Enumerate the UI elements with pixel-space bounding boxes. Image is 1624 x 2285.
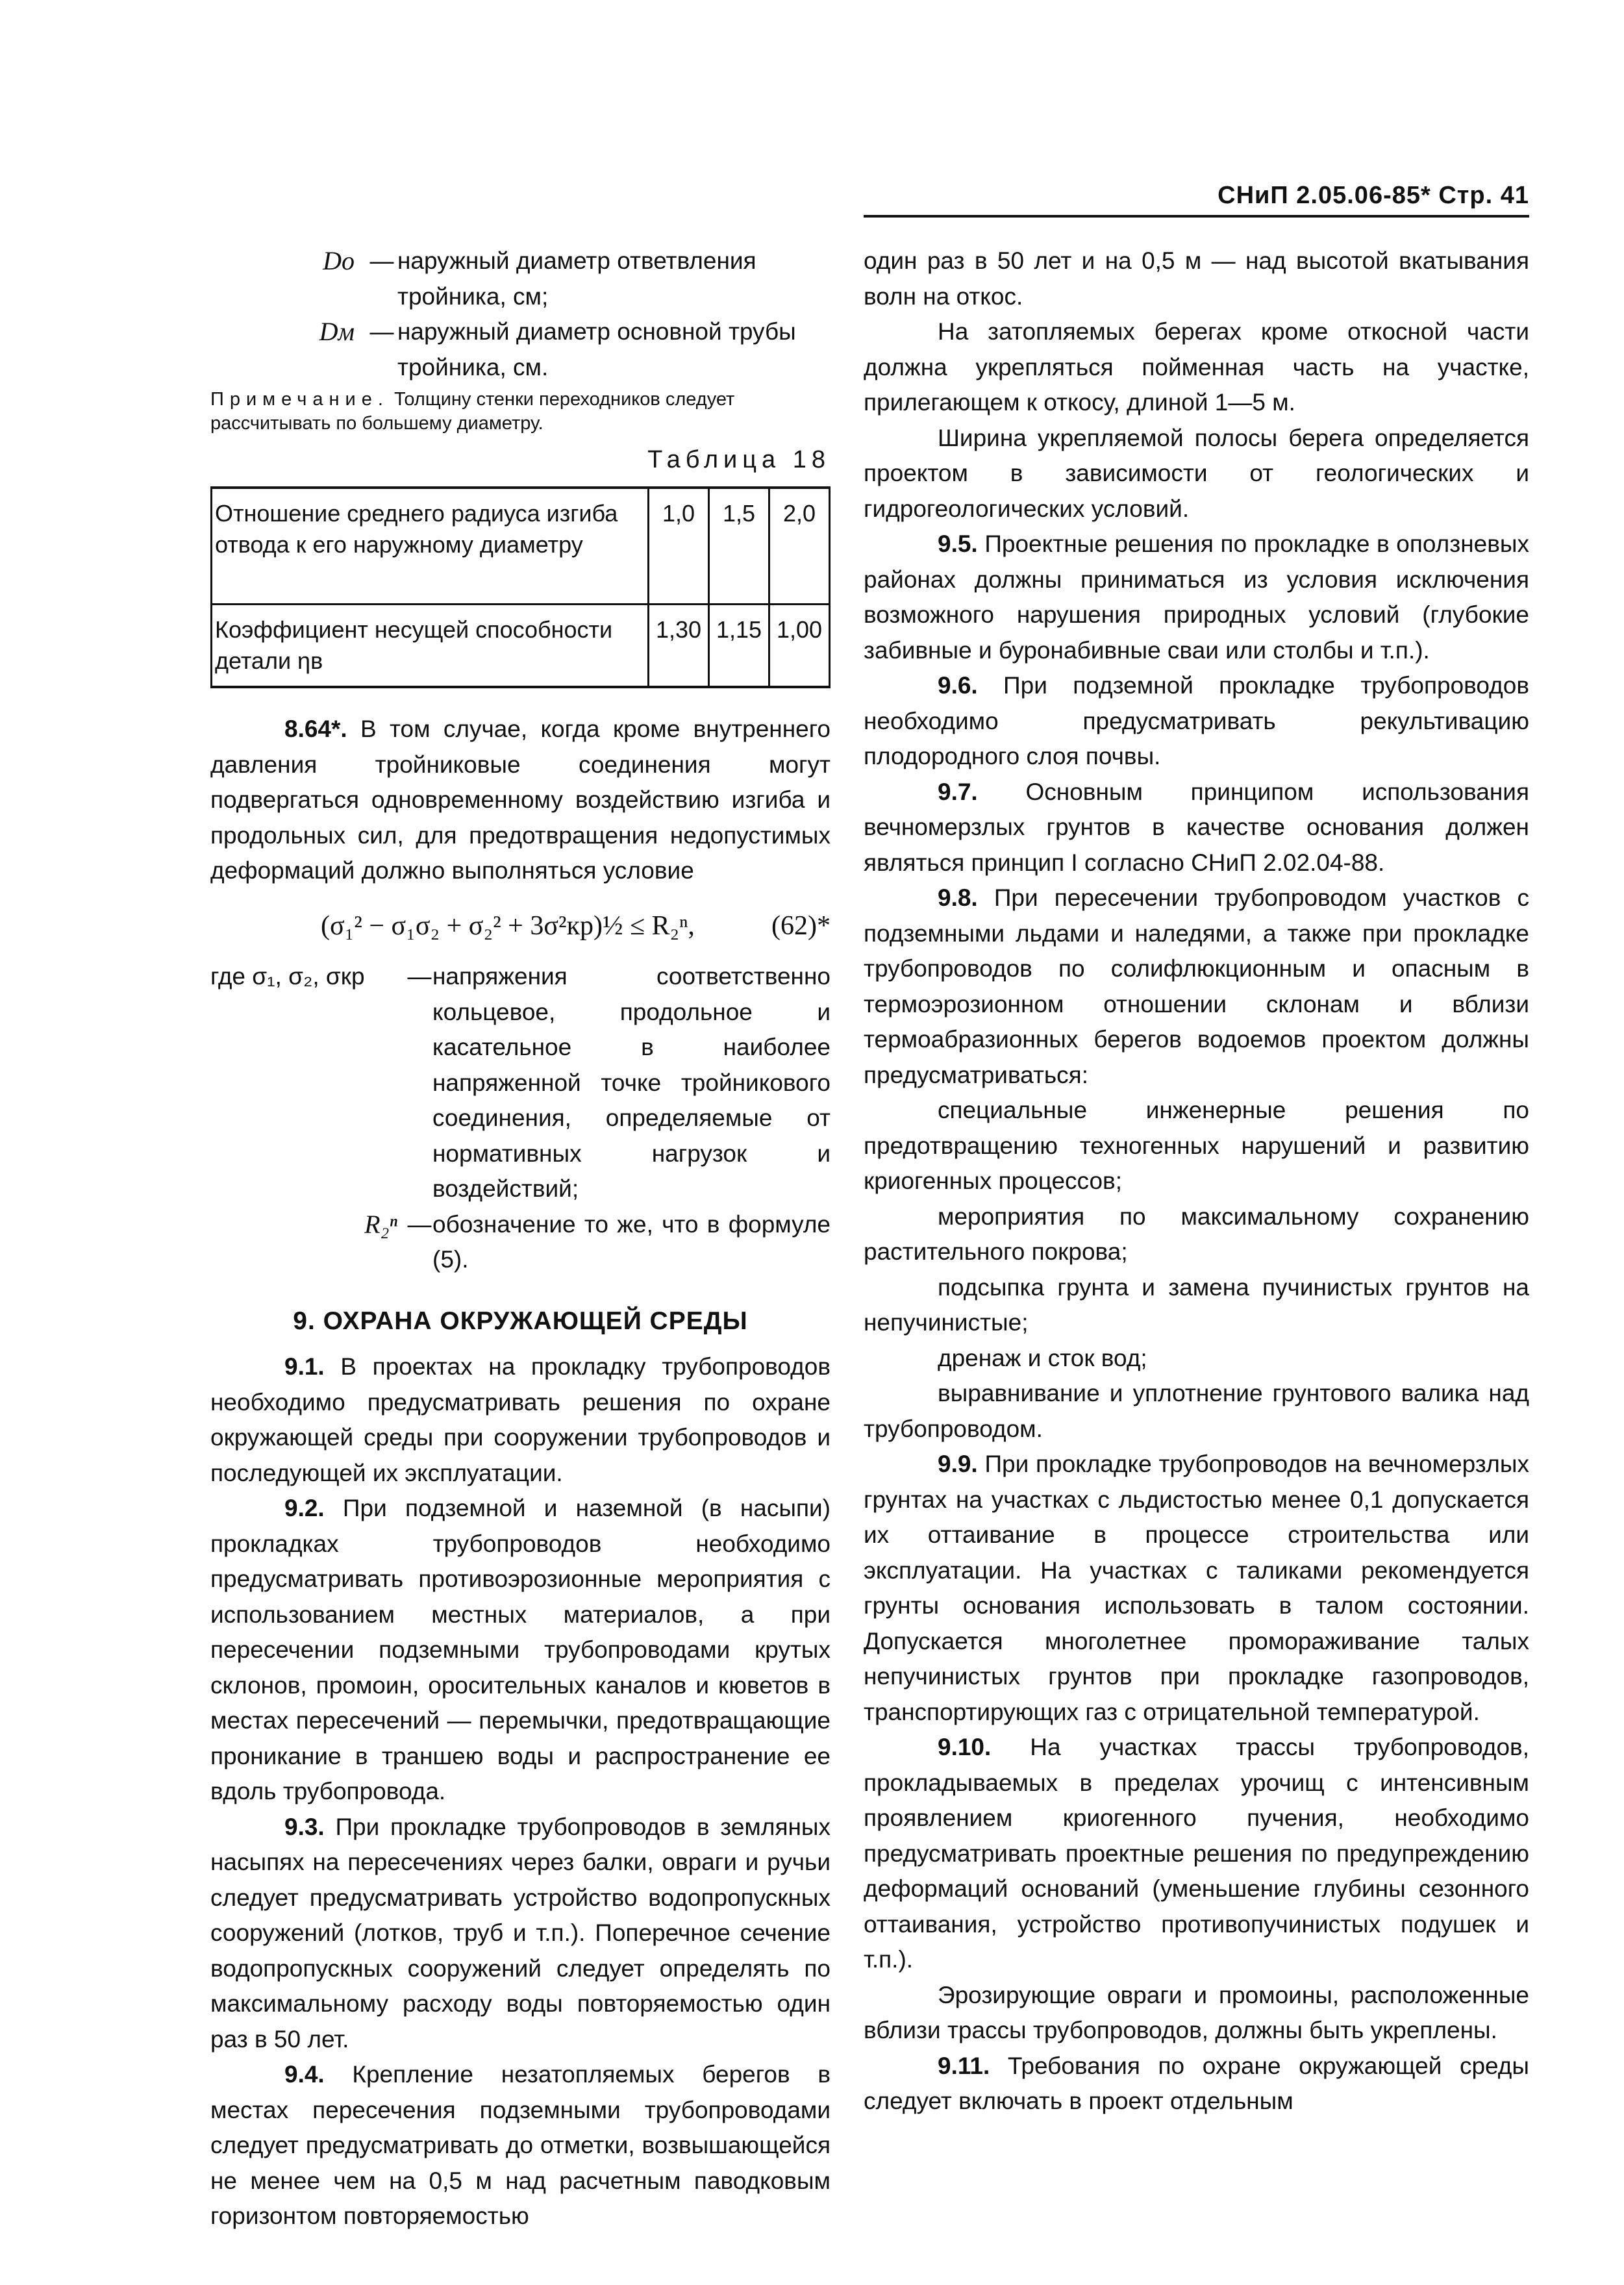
table-cell: 1,5: [709, 488, 769, 605]
formula-number: (62)*: [771, 910, 831, 941]
where-symbol-r2: R₂ⁿ: [364, 1209, 397, 1239]
def-dash: —: [369, 247, 394, 274]
paragraph-9-10: [864, 1730, 1529, 1978]
where-dash: —: [407, 963, 432, 990]
paragraph-text: В проектах на прокладку трубопроводов необходимо предусматривать решения по охране окружающей среды при сооружении трубопроводов и последующей их эксплуатации.: [210, 1353, 831, 1486]
paragraph-9-2: [210, 1491, 831, 1810]
list-item: выравнивание и уплотнение грунтового валика над трубопроводом.: [864, 1380, 1529, 1442]
paragraph-9-1: [210, 1349, 831, 1491]
paragraph-text: На участках трассы трубопроводов, прокладываемых в пределах урочищ с интенсивным проявлением криогенного пучения, необходимо предусматривать проектные решения по предупреждению деформаций оснований (уменьшение глубины сезонного оттаивания, устройство противопучинистых подушек и т.п.).: [864, 1734, 1529, 1973]
list-item: дренаж и сток вод;: [938, 1344, 1147, 1371]
table-cell-label: Коэффициент несущей способности детали ηв: [212, 605, 649, 688]
clause-number: 9.1.: [284, 1353, 325, 1380]
left-column: [210, 243, 831, 2234]
paragraph-9-9: [864, 1447, 1529, 1730]
paragraph-text: При прокладке трубопроводов в земляных насыпях на пересечениях через балки, овраги и ручьи следует предусматривать устройство водопропускных сооружений (лотков, труб и т.п.). Поперечное сечение водопропускных сооружений следует определять по максимальному расходу воды повторяемостью один раз в 50 лет.: [210, 1813, 831, 2053]
paragraph-text: При подземной и наземной (в насыпи) прокладках трубопроводов необходимо предусматривать противоэрозионные мероприятия с использованием местных материалов, а при пересечении подземными трубопроводами крутых склонов, промоин, оросительных каналов и кюветов в местах пересечений — перемычки, предотвращающие проникание в траншею воды и распространение ее вдоль трубопровода.: [210, 1495, 831, 1804]
paragraph-continuation: один раз в 50 лет и на 0,5 м — над высотой вкатывания волн на откос.: [864, 247, 1529, 310]
paragraph-text: Требования по охране окружающей среды следует включать в проект отдельным: [864, 2052, 1529, 2114]
paragraph-8-64: [210, 712, 831, 889]
where-desc: обозначение то же, что в формуле (5).: [432, 1210, 831, 1273]
paragraph-text: Крепление незатопляемых берегов в местах пересечения подземными трубопроводами следует предусматривать до отметки, возвышающейся не менее чем на 0,5 м над расчетным паводковым горизонтом повторяемостью: [210, 2061, 831, 2229]
where-list: [210, 959, 831, 1278]
right-column: [864, 243, 1529, 2119]
table-cell: 1,0: [649, 488, 709, 605]
clause-number: 9.2.: [284, 1495, 325, 1521]
note-text: Толщину стенки переходников следует рассчитывать по большему диаметру.: [210, 389, 735, 434]
section-title: 9. ОХРАНА ОКРУЖАЮЩЕЙ СРЕДЫ: [293, 1306, 748, 1335]
paragraph-text: При пересечении трубопроводом участков с подземными льдами и наледями, а также при прокладке трубопроводов по солифлюкционным и опасным в термоэрозионном отношении склонам и вблизи термоабразионных берегов водоемов проектом должны предусматриваться:: [864, 884, 1529, 1088]
table-cell: 2,0: [769, 488, 830, 605]
formula-62: [210, 908, 831, 944]
paragraph-text: Основным принципом использования вечномерзлых грунтов в качестве основания должен являться принцип I согласно СНиП 2.02.04-88.: [864, 778, 1530, 876]
page-header: СНиП 2.05.06-85* Стр. 41: [1218, 182, 1529, 209]
paragraph-9-4: [210, 2057, 831, 2234]
clause-number: 9.3.: [284, 1813, 325, 1840]
note-label: Примечание.: [210, 389, 389, 410]
clause-number: 9.8.: [938, 884, 978, 911]
clause-number: 9.9.: [938, 1451, 978, 1477]
list-item: специальные инженерные решения по предотвращению техногенных нарушений и развитию криогенных процессов;: [864, 1097, 1529, 1194]
paragraph-text: При прокладке трубопроводов на вечномерзлых грунтах на участках с льдистостью менее 0,1 допускается их оттаивание в процессе строительства или эксплуатации. На участках с таликами рекомендуется грунты основания использовать в талом состоянии. Допускается многолетнее промораживание талых непучинистых грунтов при прокладке газопроводов, транспортирующих газ с отрицательной температурой.: [864, 1451, 1529, 1725]
paragraph-text: В том случае, когда кроме внутреннего давления тройниковые соединения могут подвергаться одновременному воздействию изгиба и продольных сил, для предотвращения недопустимых деформаций должно выполняться условие: [210, 716, 831, 884]
def-desc-dm: наружный диаметр основной трубы тройника, см.: [397, 318, 796, 381]
clause-number: 9.6.: [938, 672, 978, 699]
paragraph-9-8: [864, 880, 1529, 1093]
where-dash: —: [407, 1210, 432, 1238]
definition-list: [210, 243, 831, 385]
paragraph-strip-width: Ширина укрепляемой полосы берега определяется проектом в зависимости от геологических и гидрогеологических условий.: [864, 424, 1529, 522]
clause-number: 9.10.: [938, 1734, 992, 1760]
table-row: [212, 488, 830, 605]
table-cell-label: Отношение среднего радиуса изгиба отвода к его наружному диаметру: [212, 488, 649, 605]
header-rule: [864, 215, 1529, 218]
table-caption: Таблица 18: [647, 446, 831, 473]
table-cell: 1,00: [769, 605, 830, 688]
table-cell: 1,15: [709, 605, 769, 688]
note: [210, 388, 831, 436]
def-symbol-dm: Dм: [319, 317, 355, 346]
clause-number: 9.4.: [284, 2061, 325, 2088]
paragraph-9-7: [864, 775, 1529, 881]
table-row: [212, 605, 830, 688]
where-desc: напряжения соответственно кольцевое, продольное и касательное в наиболее напряженной точке тройникового соединения, определяемые от нормативных нагрузок и воздействий;: [432, 963, 831, 1202]
list-item: подсыпка грунта и замена пучинистых грунтов на непучинистые;: [864, 1273, 1529, 1336]
paragraph-9-6: [864, 668, 1529, 775]
def-desc-do: наружный диаметр ответвления тройника, см;: [397, 247, 756, 310]
def-dash: —: [369, 318, 394, 345]
clause-number: 8.64*.: [284, 716, 347, 742]
paragraph-text: Проектные решения по прокладке в оползневых районах должны приниматься из условия исключения возможного нарушения природных условий (глубокие забивные и буронабивные сваи или столбы и т.п.).: [864, 531, 1529, 664]
list-item: мероприятия по максимальному сохранению растительного покрова;: [864, 1203, 1529, 1265]
paragraph-9-5: [864, 527, 1529, 668]
paragraph-9-11: [864, 2049, 1529, 2119]
paragraph-flooded-banks: На затопляемых берегах кроме откосной части должна укрепляться пойменная часть на участке, прилегающем к откосу, длиной 1—5 м.: [864, 318, 1529, 416]
clause-number: 9.11.: [938, 2052, 990, 2079]
formula-expression: (σ₁² − σ₁σ₂ + σ₂² + 3σ²кр)½ ≤ R₂ⁿ,: [321, 910, 695, 941]
table-cell: 1,30: [649, 605, 709, 688]
paragraph-text: При подземной прокладке трубопроводов необходимо предусматривать рекультивацию плодородного слоя почвы.: [864, 672, 1530, 769]
clause-number: 9.5.: [938, 531, 978, 557]
paragraph-eroding-ravines: Эрозирующие овраги и промоины, расположенные вблизи трассы трубопроводов, должны быть укреплены.: [864, 1981, 1529, 2043]
table-18: [210, 486, 831, 688]
clause-number: 9.7.: [938, 778, 978, 805]
paragraph-9-3: [210, 1810, 831, 2058]
where-symbols: где σ₁, σ₂, σкр: [210, 963, 365, 990]
def-symbol-do: Dо: [323, 246, 355, 275]
